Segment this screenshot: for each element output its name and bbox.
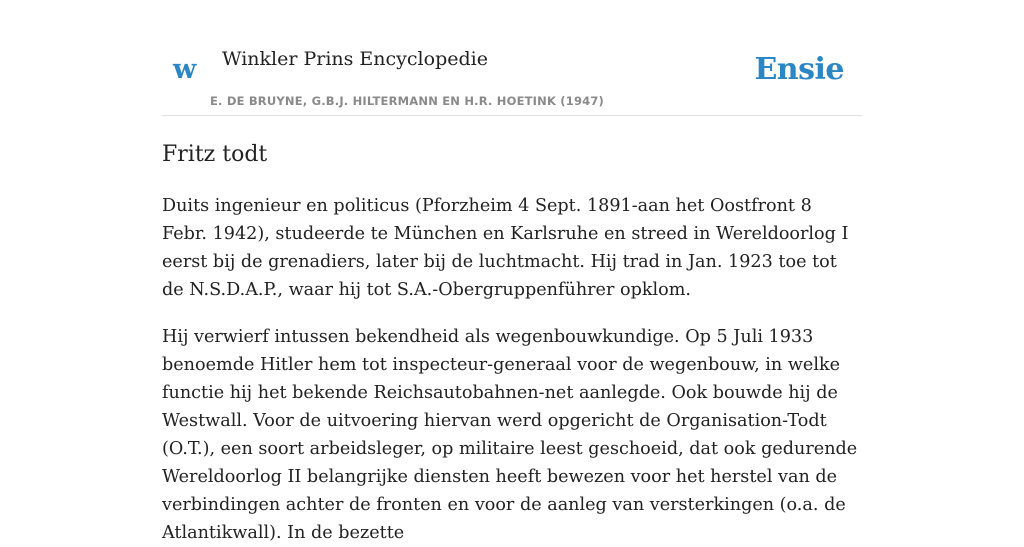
header-divider	[162, 115, 862, 116]
article-paragraph: Duits ingenieur en politicus (Pforzheim 4 Sept. 1891-aan het Oostfront 8 Febr. 1942), studeerde te München en Karlsruhe en streed in Wereldoorlog I eerst bij de grenadiers, later bij de luchtmacht. Hij trad in Jan. 1923 toe tot de N.S.D.A.P., waar hij tot S.A.-Obergruppenführer opklom.	[162, 196, 849, 300]
publication-title[interactable]: Winkler Prins Encyclopedie	[222, 48, 488, 70]
article-paragraph: Hij verwierf intussen bekendheid als wegenbouwkundige. Op 5 Juli 1933 benoemde Hitler hem tot inspecteur-generaal voor de wegenbouw, in welke functie hij het bekende Reichsautobahnen-net aanlegde. Ook bouwde hij de Westwall. Voor de uitvoering hiervan werd opgericht de Organisation-Todt (O.T.), een soort arbeidsleger, op militaire leest geschoeid, dat ook gedurende Wereldoorlog II belangrijke diensten heeft bewezen voor het herstel van de verbindingen achter de fronten en voor de aanleg van versterkingen (o.a. de Atlantikwall). In de bezette	[162, 327, 858, 543]
article-page	[162, 0, 862, 543]
article-title: Fritz todt	[162, 142, 268, 167]
winkler-prins-logo[interactable]: w	[173, 54, 197, 85]
ensie-brand-logo[interactable]: Ensie	[754, 52, 844, 87]
publication-authors: E. DE BRUYNE, G.B.J. HILTERMANN EN H.R. HOETINK (1947)	[210, 94, 605, 108]
